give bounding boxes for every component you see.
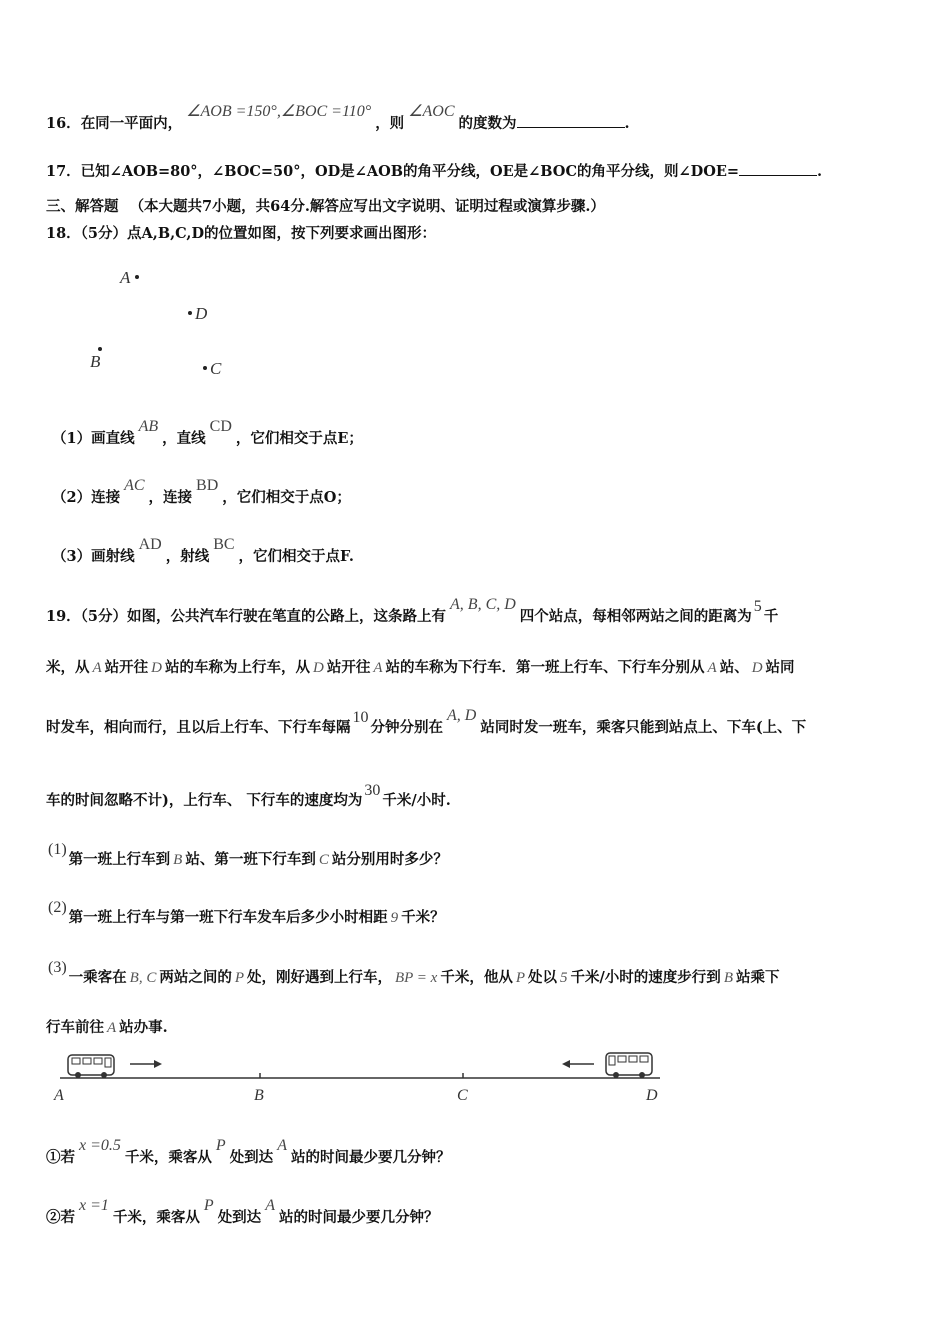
q19-l1a: 19．（5分）如图，公共汽车行驶在笔直的公路上，这条路上有 [46,608,447,625]
q19-sub3-cont [46,1016,168,1037]
q19-case1-c: 处到达 [229,1149,274,1166]
q18-point-b-label: B [90,352,101,371]
q18-part3-ray-ad: AD [138,536,162,553]
q18-part2-mid: ，连接 [148,489,193,506]
q19-l3-stations: A, D [447,707,477,724]
q18-part1 [52,418,363,448]
q19-sub1-b: 第一班上行车到 [68,851,171,868]
q16-text-b: ，则 [375,115,405,132]
q19-line4 [46,782,451,810]
road-label-b: B [254,1087,264,1104]
q19-l2c: 站的车称为上行车，从 [165,659,311,676]
q19-sub3-i: 站乘下 [735,969,780,986]
q19-sub2-num: (2) [48,899,67,916]
q19-line3 [46,707,807,737]
q18-part1-end: ，它们相交于点E； [235,430,363,447]
q17-answer-blank [739,161,817,176]
q19-sub3-point-p2: P [515,970,526,986]
road-label-c: C [457,1087,468,1104]
q16-number: 16． [46,115,81,132]
q18-point-c-label: C [210,359,222,378]
q18-part3-label: （3）画射线 [52,548,135,565]
q19-line2 [46,656,795,677]
q19-l2-d: D [151,660,163,676]
section3-heading-line [46,195,605,216]
q19-road-figure [50,1045,670,1107]
q19-l2e: 站的车称为下行车．第一班上行车、下行车分别从 [385,659,705,676]
q18-part3 [52,536,354,566]
q19-speed: 30 [364,782,381,799]
q19-case1 [46,1137,451,1167]
q19-case1-station-a: A [277,1137,287,1154]
q19-l2b: 站开往 [104,659,149,676]
q19-sub3-d: 处，刚好遇到上行车， [247,969,392,986]
q19-case2-b: 千米，乘客从 [112,1209,200,1226]
q17-end: . [817,163,823,180]
q16-expr2: ∠AOC [408,103,455,120]
q19-case1-x: x =0.5 [79,1137,121,1154]
q19-sub1-num: (1) [48,841,67,858]
q19-stations: A, B, C, D [450,596,516,613]
q19-sub3-f: 千米，他从 [440,969,513,986]
q19-sub1-station-b: B [173,852,183,868]
q19-sub3-station-b: B [723,970,733,986]
q19-l2f: 站、 [719,659,749,676]
q18-part1-line-ab: AB [138,418,159,435]
q19-l2-d2: D [313,660,324,676]
q18-intro: 18．（5分）点A,B,C,D的位置如图，按下列要求画出图形： [46,225,437,242]
q16-answer-blank [517,113,625,128]
q19-sub2-c: 千米？ [401,909,445,926]
q19-l2-a2: A [373,660,383,676]
q18-part2-end: ，它们相交于点O； [222,489,351,506]
q16-expr1: ∠AOB =150°,∠BOC =110° [186,103,372,120]
bus-down-icon [606,1053,652,1078]
q18-part2-label: （2）连接 [52,489,121,506]
q18-part2-seg-ac: AC [124,477,145,494]
q16-text-a: 在同一平面内， [80,115,183,132]
q19-sub1-station-c: C [318,852,329,868]
q19-case2 [46,1197,439,1227]
q19-sub3-k: 站办事. [119,1019,168,1036]
q19-sub3 [46,959,780,987]
q19-line1 [46,596,779,626]
q19-case1-b: 千米，乘客从 [124,1149,212,1166]
q19-distance: 5 [753,598,762,615]
q18-point-a [135,275,139,279]
q19-sub3-b: 一乘客在 [68,969,127,986]
q19-sub3-h: 千米/小时的速度步行到 [570,969,721,986]
q19-sub2 [46,899,445,927]
q18-point-d-label: D [195,304,208,323]
q16-text-c: 的度数为 [458,115,517,132]
q19-case2-d: 站的时间最少要几分钟？ [278,1209,439,1226]
q19-sub3-num: (3) [48,959,67,976]
q19-l3b: 分钟分别在 [370,719,443,736]
q19-case1-a: ①若 [46,1149,75,1166]
q19-case2-x: x =1 [79,1197,109,1214]
q19-sub1 [46,841,448,869]
q19-l1b: 四个站点，每相邻两站之间的距离为 [519,608,752,625]
q19-sub3-walk-speed: 5 [560,970,568,986]
q19-l2-a3: A [707,660,717,676]
q19-case2-station-a: A [265,1197,275,1214]
q19-sub3-point-p: P [234,970,244,986]
q19-sub3-bp: BP = x [395,970,438,986]
arrow-right-icon [130,1060,162,1068]
q19-case2-a: ②若 [46,1209,75,1226]
q19-sub3-c: 两站之间的 [159,969,232,986]
bus-up-icon [68,1055,114,1078]
q18-part2-seg-bd: BD [196,477,219,494]
road-label-a: A [54,1087,64,1104]
q19-sub1-d: 站分别用时多少？ [331,851,448,868]
q18-part3-mid: ，射线 [165,548,210,565]
q19-l2g: 站同 [765,659,795,676]
q18-part2 [52,477,351,507]
q19-sub2-distance: 9 [390,910,399,926]
q18-point-b [98,347,102,351]
q18-part1-label: （1）画直线 [52,430,135,447]
q18-part1-mid: ，直线 [162,430,206,447]
q17-text: 17．已知∠AOB=80°，∠BOC=50°，OD是∠AOB的角平分线，OE是∠BOC的角平分线，则∠DOE= [46,163,740,180]
q19-case1-d: 站的时间最少要几分钟？ [290,1149,451,1166]
section3-note: （本大题共7小题，共64分.解答应写出文字说明、证明过程或演算步骤.） [129,198,605,215]
q19-l2-a: A [92,660,102,676]
q19-sub3-station-a: A [107,1020,117,1036]
q19-case2-c: 处到达 [217,1209,262,1226]
q19-case2-p: P [203,1197,214,1214]
arrow-left-icon [562,1060,594,1068]
q16-end: . [624,115,630,132]
q19-sub3-j: 行车前往 [46,1019,104,1036]
q18-part3-end: ，它们相交于点F. [238,548,354,565]
q19-l1c: 千 [763,608,779,625]
q18-point-d [188,311,192,315]
q19-l3c: 站同时发一班车，乘客只能到站点上、下车(上、下 [480,719,807,736]
q18-part3-ray-bc: BC [213,536,235,553]
road-label-d: D [646,1087,658,1104]
q19-l4b: 千米/小时. [382,792,451,809]
q19-sub3-g: 处以 [528,969,558,986]
q19-interval: 10 [352,709,369,726]
q19-sub1-c: 站、第一班下行车到 [185,851,316,868]
q18-point-a-label: A [120,268,131,287]
q19-l4a: 车的时间忽略不计)，上行车、 下行车的速度均为 [46,792,363,809]
q19-sub2-b: 第一班上行车与第一班下行车发车后多少小时相距 [68,909,388,926]
section3-heading: 三、解答题 [46,198,119,215]
q16-line [46,103,630,133]
q18-part1-line-cd: CD [209,418,232,435]
q19-case1-p: P [215,1137,226,1154]
q19-sub3-stations: B, C [129,970,157,986]
q19-l2d: 站开往 [326,659,371,676]
q19-l2a: 米，从 [46,659,90,676]
q17-line [46,160,822,181]
q19-l2-d3: D [751,660,763,676]
q18-point-c [203,366,207,370]
q19-l3a: 时发车，相向而行，且以后上行车、下行车每隔 [46,719,351,736]
